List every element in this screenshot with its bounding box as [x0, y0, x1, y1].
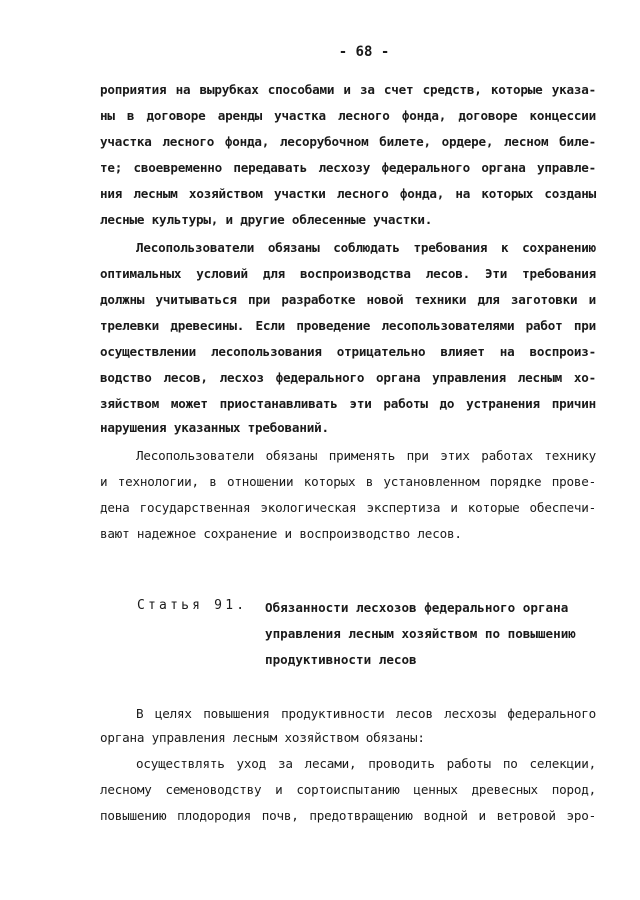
paragraph-1-line-3: участка лесного фонда, лесорубочном билете, ордере, лесном биле- — [100, 134, 596, 149]
paragraph-2-line-6: водство лесов, лесхоз федерального органа управления лесным хо- — [100, 370, 596, 385]
paragraph-3-line-1: Лесопользователи обязаны применять при этих работах технику — [136, 448, 596, 463]
paragraph-3-line-2: и технологии, в отношении которых в установленном порядке прове- — [100, 474, 596, 489]
paragraph-2-line-5: осуществлении лесопользования отрицательно влияет на воспроиз- — [100, 344, 596, 359]
paragraph-1-line-2: ны в договоре аренды участка лесного фонда, договоре концессии — [100, 108, 596, 123]
article-label: Статья 91. — [137, 598, 248, 613]
article-title-line-1: Обязанности лесхозов федерального органа — [265, 600, 569, 615]
paragraph-1-line-6: лесные культуры, и другие облесенные участки. — [100, 212, 433, 227]
paragraph-1-line-5: ния лесным хозяйством участки лесного фонда, на которых созданы — [100, 186, 596, 201]
paragraph-2-line-8: нарушения указанных требований. — [100, 420, 329, 435]
paragraph-3-line-3: дена государственная экологическая экспертиза и которые обеспечи- — [100, 500, 596, 515]
paragraph-2-line-2: оптимальных условий для воспроизводства лесов. Эти требования — [100, 266, 596, 281]
paragraph-4-line-2: органа управления лесным хозяйством обязаны: — [100, 730, 425, 745]
paragraph-5-line-2: лесному семеноводству и сортоиспытанию ценных древесных пород, — [100, 782, 596, 797]
paragraph-5-line-1: осуществлять уход за лесами, проводить работы по селекции, — [136, 756, 596, 771]
paragraph-5-line-3: повышению плодородия почв, предотвращению водной и ветровой эро- — [100, 808, 596, 823]
paragraph-2-line-1: Лесопользователи обязаны соблюдать требования к сохранению — [136, 240, 596, 255]
paragraph-2-line-4: трелевки древесины. Если проведение лесопользователями работ при — [100, 318, 596, 333]
paragraph-1-line-1: роприятия на вырубках способами и за счет средств, которые указа- — [100, 82, 596, 97]
page-number: - 68 - — [338, 44, 390, 60]
paragraph-4-line-1: В целях повышения продуктивности лесов лесхозы федерального — [136, 706, 596, 721]
paragraph-2-line-7: зяйством может приостанавливать эти работы до устранения причин — [100, 396, 596, 411]
paragraph-1-line-4: те; своевременно передавать лесхозу федерального органа управле- — [100, 160, 596, 175]
paragraph-2-line-3: должны учитываться при разработке новой техники для заготовки и — [100, 292, 596, 307]
paragraph-3-line-4: вают надежное сохранение и воспроизводство лесов. — [100, 526, 462, 541]
article-title-line-3: продуктивности лесов — [265, 652, 417, 667]
article-title-line-2: управления лесным хозяйством по повышению — [265, 626, 576, 641]
